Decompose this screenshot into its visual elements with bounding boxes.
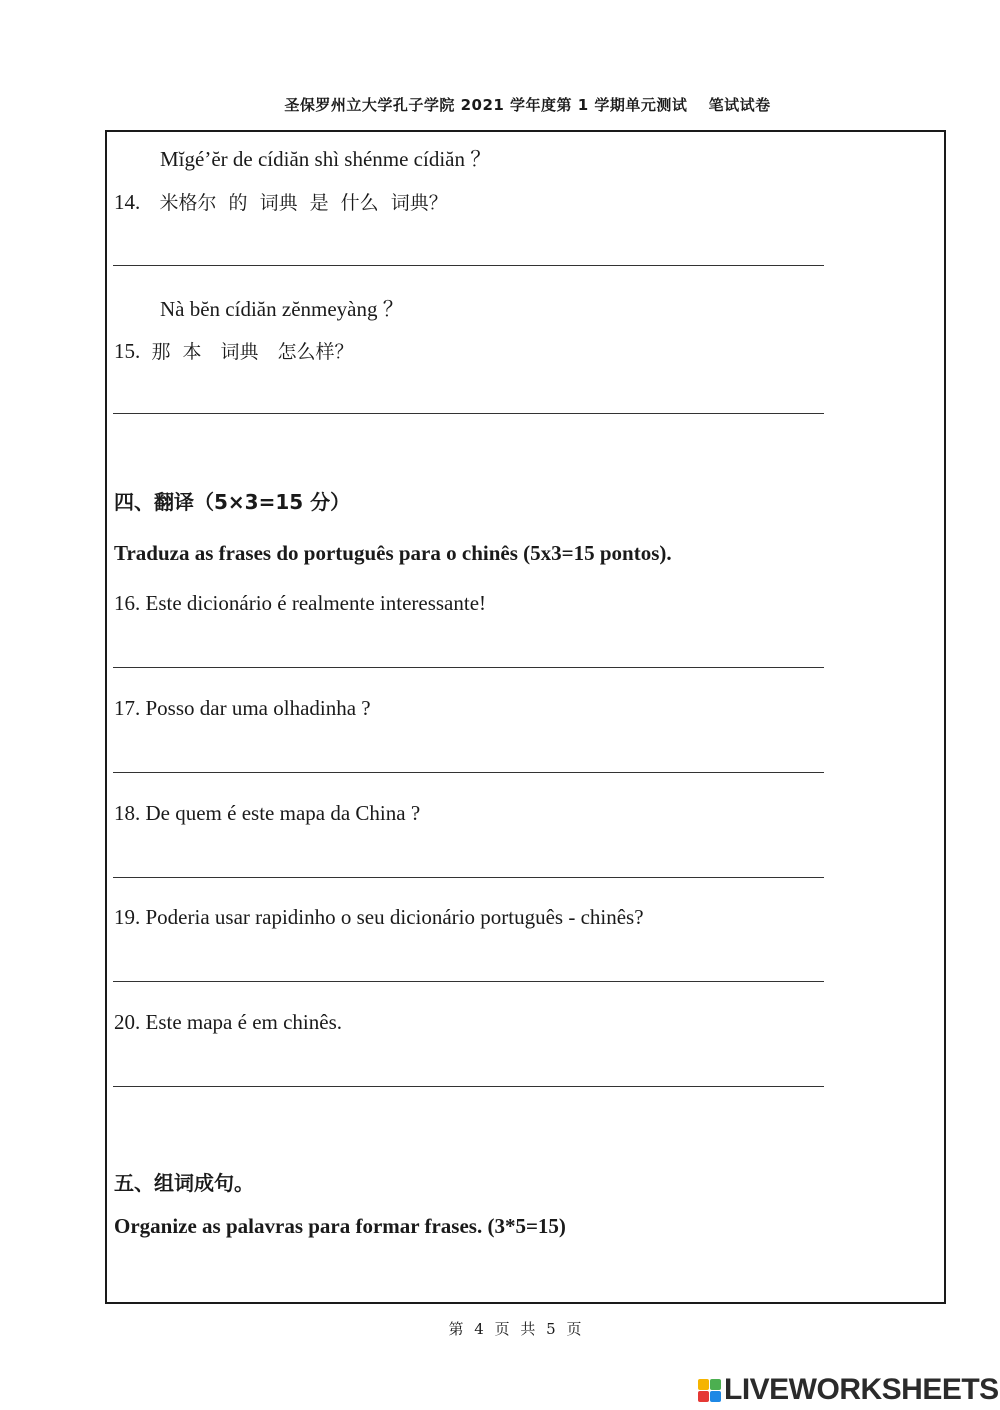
q15-number: 15. (114, 339, 141, 363)
section5-title: 五、组词成句。 (114, 1171, 254, 1195)
q14-answer-line[interactable] (113, 265, 824, 266)
q14-pinyin: Mĭgé’ĕr de cídiăn shì shénme cídiăn ？ (160, 147, 492, 171)
logo-squares-icon (698, 1379, 721, 1402)
q14-row (114, 188, 448, 215)
q20-answer-line[interactable] (113, 1086, 824, 1087)
page-number: 第 4 页 共 5 页 (448, 1320, 582, 1338)
logo-square (710, 1391, 721, 1402)
q14-chinese: 米格尔 的 词典 是 什么 词典？ (159, 192, 448, 214)
q19-answer-line[interactable] (113, 981, 824, 982)
q18-answer-line[interactable] (113, 877, 824, 878)
section4-subtitle: Traduza as frases do português para o chinês (5x3=15 pontos). (114, 541, 672, 565)
logo-square (698, 1391, 709, 1402)
liveworksheets-logo (698, 1373, 999, 1407)
logo-text: LIVEWORKSHEETS (724, 1373, 999, 1406)
q20-text: 20. Este mapa é em chinês. (114, 1010, 343, 1034)
logo-square (698, 1379, 709, 1390)
section4-title: 四、翻译（5×3=15 分） (114, 490, 351, 514)
q14-number: 14. (114, 190, 141, 214)
q17-answer-line[interactable] (113, 772, 824, 773)
q15-chinese: 那 本 词典 怎么样？ (151, 341, 354, 363)
q17-text: 17. Posso dar uma olhadinha ? (114, 696, 371, 720)
q15-row (114, 337, 354, 364)
q16-answer-line[interactable] (113, 667, 824, 668)
section5-subtitle: Organize as palavras para formar frases. (3*5=15) (114, 1214, 566, 1238)
exam-header: 圣保罗州立大学孔子学院 2021 学年度第 1 学期单元测试 笔试试卷 (284, 96, 771, 114)
logo-square (710, 1379, 721, 1390)
q15-pinyin: Nà bĕn cídiăn zĕnmeyàng ？ (160, 297, 404, 321)
q19-text: 19. Poderia usar rapidinho o seu dicionário português - chinês? (114, 905, 644, 929)
q18-text: 18. De quem é este mapa da China ? (114, 801, 421, 825)
q15-answer-line[interactable] (113, 413, 824, 414)
q16-text: 16. Este dicionário é realmente interessante! (114, 591, 487, 615)
